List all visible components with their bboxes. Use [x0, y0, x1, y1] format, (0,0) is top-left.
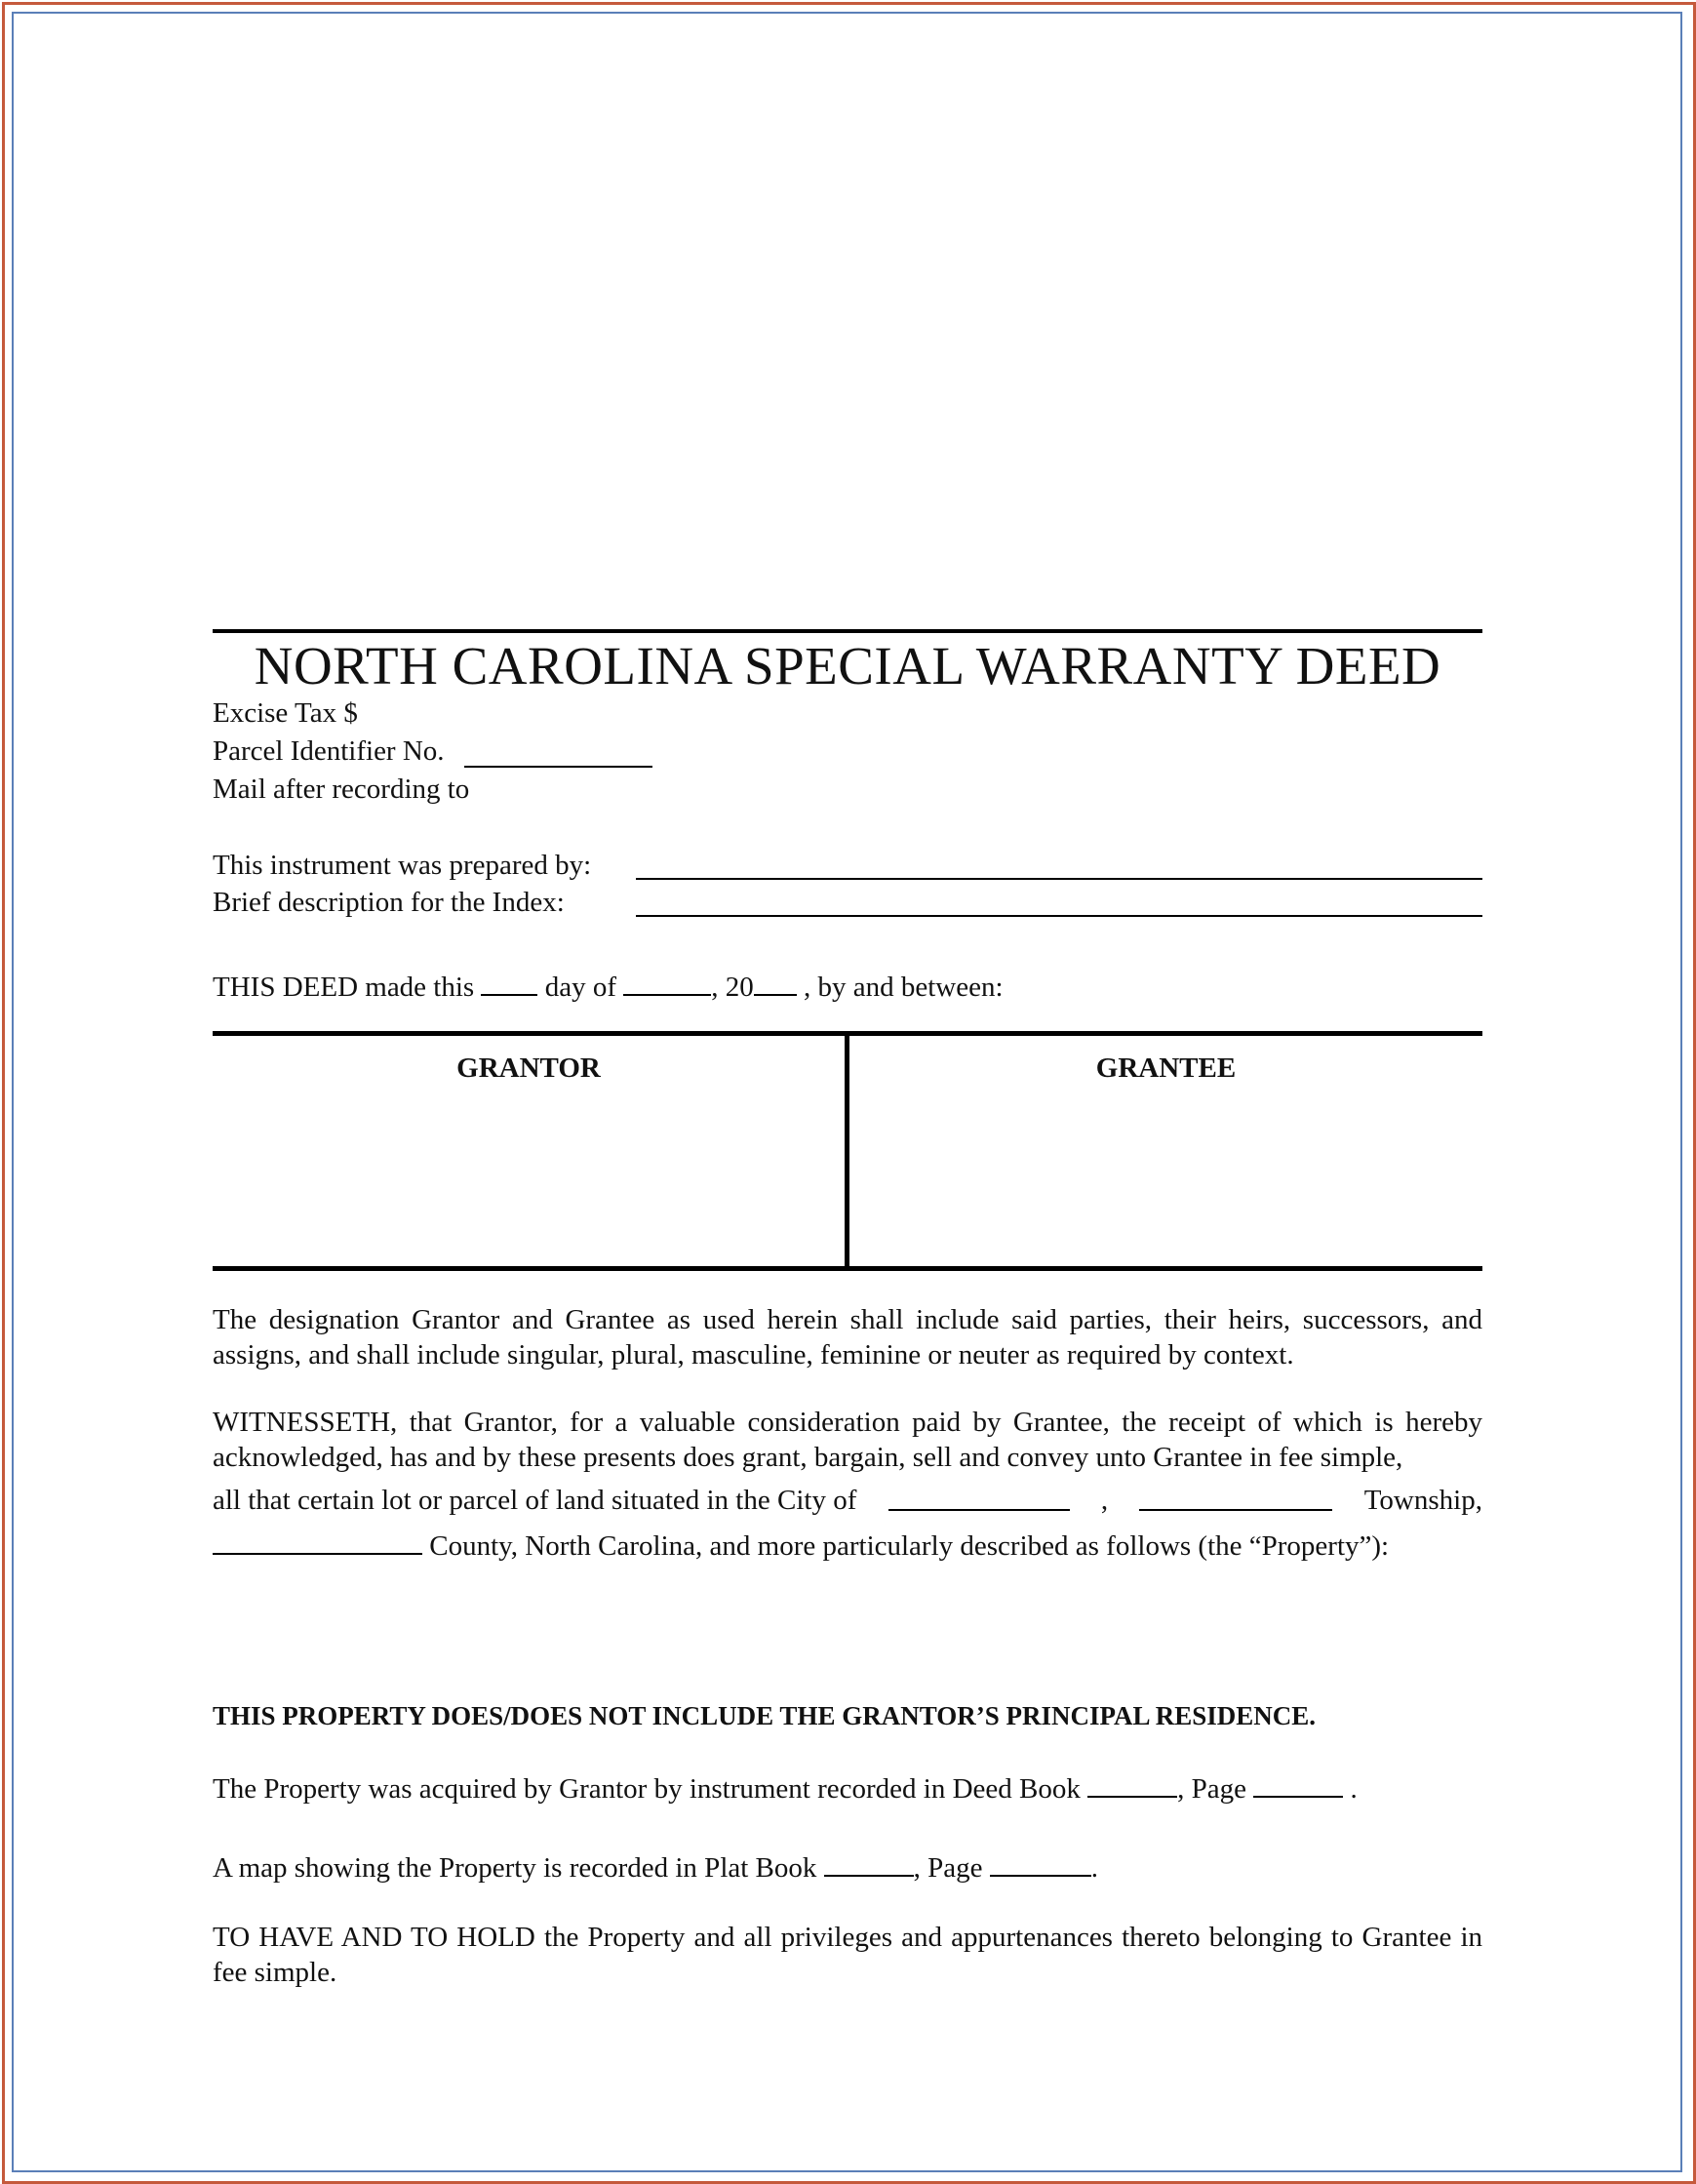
city-blank[interactable]	[888, 1508, 1070, 1511]
title-top-rule	[213, 629, 1482, 633]
deed-page-blank[interactable]	[1253, 1795, 1343, 1798]
brief-description-label: Brief description for the Index:	[213, 887, 565, 918]
deed-made-text-1: THIS DEED made this	[213, 972, 475, 1003]
county-blank[interactable]	[213, 1552, 422, 1555]
map-text: A map showing the Property is recorded in Plat Book	[213, 1852, 817, 1884]
designation-paragraph: The designation Grantor and Grantee as used herein shall include said parties, their heirs, successors, and assigns, and shall include singular, plural, masculine, feminine or neuter as required by context.	[213, 1304, 1482, 1370]
grantee-heading: GRANTEE	[1095, 1052, 1237, 1084]
witnesseth-line-3	[213, 1529, 1389, 1564]
parcel-id-label: Parcel Identifier No.	[213, 735, 445, 767]
brief-description-blank[interactable]	[636, 915, 1482, 917]
deed-made-text-2: day of	[544, 972, 616, 1003]
deed-made-line	[213, 970, 1004, 1005]
plat-book-blank[interactable]	[824, 1874, 914, 1877]
witnesseth-county-text: County, North Carolina, and more particularly described as follows (the “Property”):	[429, 1530, 1390, 1562]
deed-made-text-4: , by and between:	[804, 972, 1004, 1003]
parcel-id-blank[interactable]	[464, 766, 652, 768]
witnesseth-comma: ,	[1100, 1485, 1109, 1516]
prepared-by-label: This instrument was prepared by:	[213, 850, 592, 881]
map-page-text: , Page	[913, 1852, 983, 1884]
residence-statement: THIS PROPERTY DOES/DOES NOT INCLUDE THE GRANTOR’S PRINCIPAL RESIDENCE.	[213, 1701, 1317, 1730]
witnesseth-city-text: all that certain lot or parcel of land situated in the City of	[213, 1485, 857, 1516]
map-period: .	[1090, 1852, 1099, 1884]
acquired-page-text: , Page	[1177, 1773, 1247, 1805]
witnesseth-line-2	[213, 1483, 1482, 1518]
township-blank[interactable]	[1139, 1508, 1332, 1511]
mail-after-label: Mail after recording to	[213, 774, 470, 805]
prepared-by-blank[interactable]	[636, 878, 1482, 880]
to-have-paragraph: TO HAVE AND TO HOLD the Property and all privileges and appurtenances thereto belonging to Grantee in fee simple.	[213, 1922, 1482, 1988]
witnesseth-township-text: Township,	[1363, 1485, 1482, 1516]
excise-tax-label: Excise Tax $	[213, 697, 358, 729]
parties-bottom-rule	[213, 1266, 1482, 1271]
month-blank[interactable]	[623, 993, 711, 996]
day-blank[interactable]	[481, 993, 537, 996]
page-title: NORTH CAROLINA SPECIAL WARRANTY DEED	[254, 636, 1441, 695]
acquired-text: The Property was acquired by Grantor by instrument recorded in Deed Book	[213, 1773, 1081, 1805]
witnesseth-paragraph-1: WITNESSETH, that Grantor, for a valuable consideration paid by Grantee, the receipt of which is hereby acknowledged, has and by these presents does grant, bargain, sell and convey unto Grantee in fee simple,	[213, 1407, 1482, 1473]
year-blank[interactable]	[754, 993, 797, 996]
plat-page-blank[interactable]	[990, 1874, 1091, 1877]
deed-made-text-3: , 20	[711, 972, 754, 1003]
grantor-heading: GRANTOR	[456, 1052, 601, 1084]
map-line	[213, 1850, 1098, 1886]
acquired-period: .	[1350, 1773, 1358, 1805]
deed-book-blank[interactable]	[1087, 1795, 1177, 1798]
acquired-line	[213, 1771, 1358, 1807]
